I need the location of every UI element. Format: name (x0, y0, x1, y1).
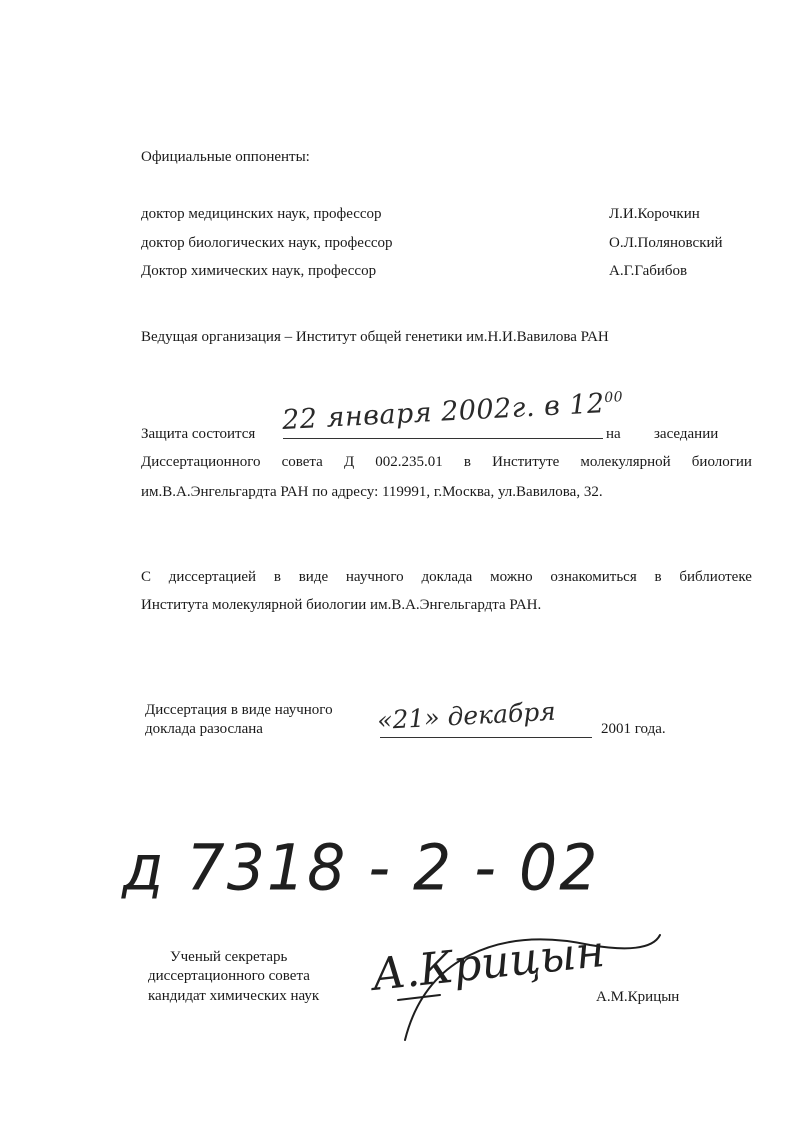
defense-prefix: Защита состоится (141, 426, 256, 442)
lead-organization: Ведущая организация – Институт общей генетики им.Н.И.Вавилова РАН (141, 329, 609, 345)
defense-line2-word: Институте (492, 454, 560, 470)
defense-date-handwritten-text: 22 января 2002г. в 12 (281, 388, 606, 436)
dispatch-date-handwritten: «21» декабря (376, 696, 557, 735)
opponent-degree-2: доктор биологических наук, профессор (141, 235, 393, 251)
defense-line-2 (141, 455, 752, 470)
opponent-degree-1: доктор медицинских наук, профессор (141, 206, 382, 222)
defense-word-na: на (606, 426, 621, 442)
opponent-degree-3: Доктор химических наук, профессор (141, 263, 377, 279)
dispatch-date-underline (380, 737, 592, 738)
defense-line2-word: биологии (691, 454, 752, 470)
defense-date-handwritten (281, 387, 624, 436)
secretary-title-line-3: кандидат химических наук (148, 988, 320, 1004)
dispatch-year: 2001 года. (601, 721, 666, 737)
opponent-name-1: Л.И.Корочкин (609, 206, 700, 222)
defense-line2-word: Диссертационного (141, 454, 261, 470)
library-line1-word: библиотеке (679, 569, 752, 585)
opponents-heading: Официальные оппоненты: (141, 149, 310, 165)
defense-line2-word: молекулярной (580, 454, 671, 470)
dispatch-label-line-2: доклада разослана (145, 721, 263, 737)
library-line-2: Института молекулярной биологии им.В.А.Энгельгардта РАН. (141, 597, 542, 613)
opponent-name-3: А.Г.Габибов (609, 263, 688, 279)
library-line1-word: в (273, 569, 281, 585)
registration-number-handwritten: д 7318 - 2 - 02 (122, 832, 600, 906)
defense-word-zasedanii: заседании (654, 426, 719, 442)
library-line1-word: С (141, 569, 152, 585)
library-line1-word: в (654, 569, 662, 585)
library-line1-word: научного (345, 569, 404, 585)
library-line1-word: ознакомиться (550, 569, 637, 585)
defense-line-3: им.В.А.Энгельгардта РАН по адресу: 119991, г.Москва, ул.Вавилова, 32. (141, 484, 603, 500)
defense-line2-word: совета (281, 454, 323, 470)
secretary-title-line-1: Ученый секретарь (170, 949, 288, 965)
library-line-1 (141, 570, 752, 585)
secretary-name: А.М.Крицын (596, 989, 680, 1005)
secretary-title-line-2: диссертационного совета (148, 968, 310, 984)
library-line1-word: можно (490, 569, 533, 585)
secretary-signature: А.Крицын (369, 925, 608, 1001)
defense-date-underline (283, 438, 603, 439)
defense-line2-word: 002.235.01 (375, 454, 443, 470)
library-line1-word: доклада (421, 569, 473, 585)
defense-time-minutes: 00 (603, 389, 624, 407)
defense-line2-word: в (463, 454, 471, 470)
library-line1-word: виде (298, 569, 329, 585)
library-line1-word: диссертацией (168, 569, 257, 585)
opponent-name-2: О.Л.Поляновский (609, 235, 723, 251)
defense-line2-word: Д (343, 454, 355, 470)
dispatch-label-line-1: Диссертация в виде научного (145, 702, 333, 718)
